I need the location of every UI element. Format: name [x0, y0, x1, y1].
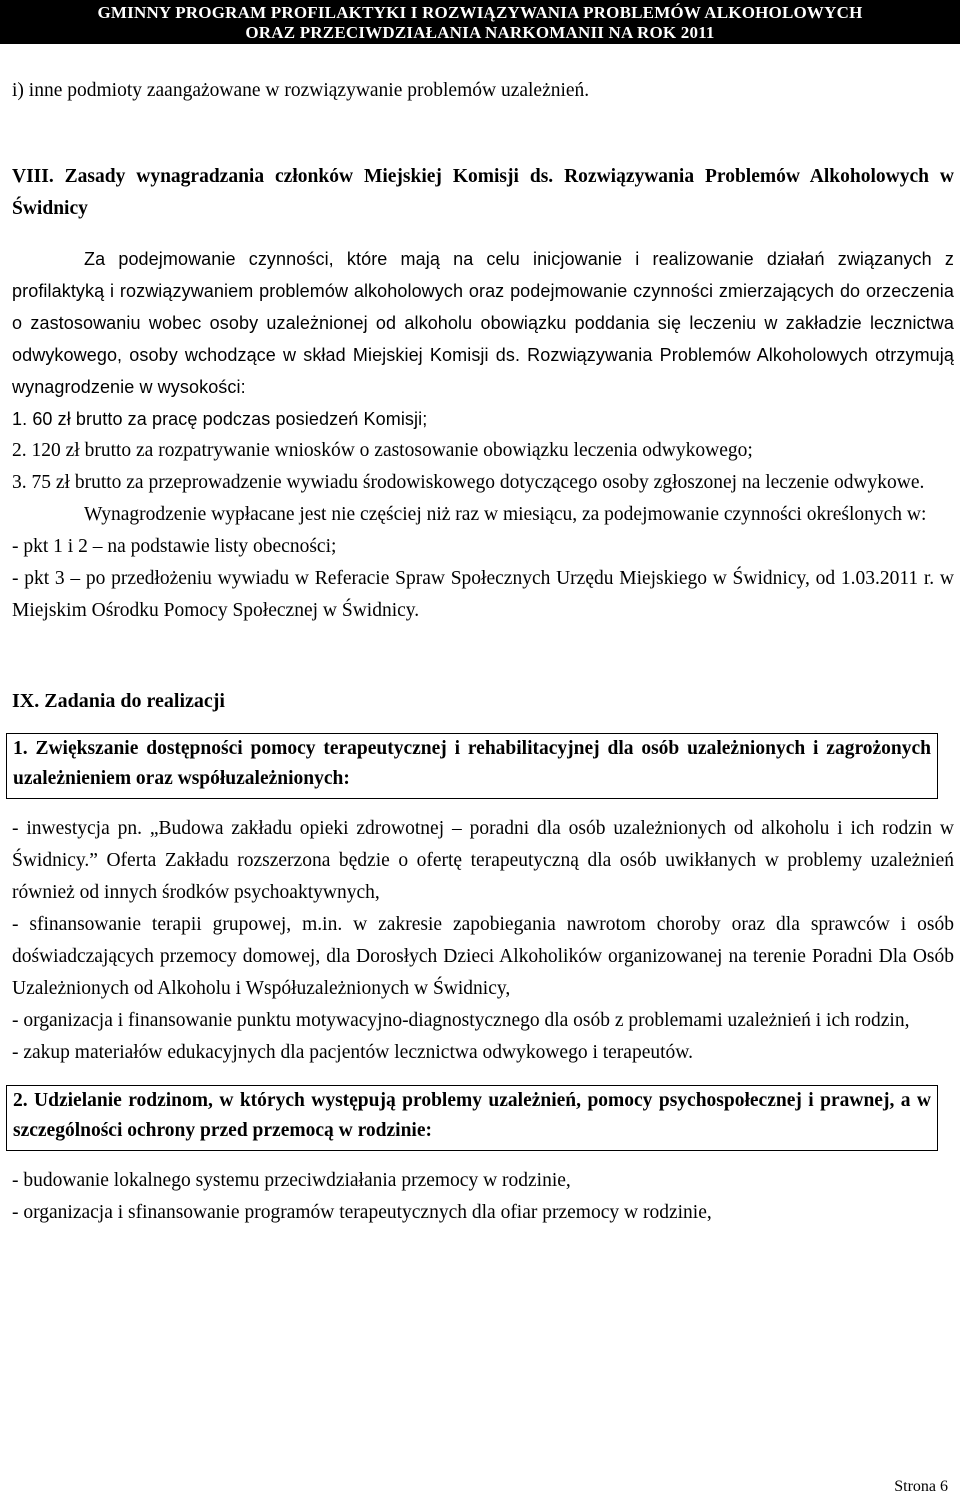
remuneration-item-1: 1. 60 zł brutto za pracę podczas posiedzeń Komisji;: [12, 409, 428, 429]
task-2-item-1: - budowanie lokalnego systemu przeciwdziałania przemocy w rodzinie,: [12, 1170, 571, 1191]
remuneration-item-2: 2. 120 zł brutto za rozpatrywanie wniosków o zastosowanie obowiązku leczenia odwykowego;: [12, 440, 753, 461]
header-title-line2: ORAZ PRZECIWDZIAŁANIA NARKOMANII NA ROK 2011: [245, 23, 715, 42]
section-8-heading: VIII. Zasady wynagradzania członków Miejskiej Komisji ds. Rozwiązywania Problemów Alkoholowych w Świdnicy: [12, 166, 954, 219]
header-title-line1: GMINNY PROGRAM PROFILAKTYKI I ROZWIĄZYWANIA PROBLEMÓW ALKOHOLOWYCH: [97, 3, 863, 22]
section-8-paragraph-2: Wynagrodzenie wypłacane jest nie częściej niż raz w miesiącu, za podejmowanie czynności określonych w:: [84, 504, 927, 525]
task-2-heading-box: 2. Udzielanie rodzinom, w których występują problemy uzależnień, pomocy psychospołecznej i prawnej, a w szczególności ochrony przed przemocą w rodzinie:: [6, 1085, 938, 1151]
page-header: [0, 0, 960, 44]
payment-basis-item-1: - pkt 1 i 2 – na podstawie listy obecności;: [12, 536, 337, 557]
page-number: Strona 6: [894, 1478, 948, 1495]
task-1-item-2: - sfinansowanie terapii grupowej, m.in. w zakresie zapobiegania nawrotom choroby oraz dla sprawców i osób doświadczających przemocy domowej, dla Dorosłych Dzieci Alkoholików organizowanej na terenie Poradni Dla Osób Uzależnionych od Alkoholu i Współuzależnionych w Świdnicy,: [12, 914, 954, 999]
document-body: [12, 75, 954, 1229]
task-1-heading-box: 1. Zwiększanie dostępności pomocy terapeutycznej i rehabilitacyjnej dla osób uzależnionych i zagrożonych uzależnieniem oraz współuzależnionych:: [6, 733, 938, 799]
task-1-item-3: - organizacja i finansowanie punktu motywacyjno-diagnostycznego dla osób z problemami uzależnień i ich rodzin,: [12, 1010, 910, 1031]
payment-basis-item-2: - pkt 3 – po przedłożeniu wywiadu w Referacie Spraw Społecznych Urzędu Miejskiego w Świdnicy, od 1.03.2011 r. w Miejskim Ośrodku Pomocy Społecznej w Świdnicy.: [12, 568, 954, 621]
task-1-item-4: - zakup materiałów edukacyjnych dla pacjentów lecznictwa odwykowego i terapeutów.: [12, 1042, 693, 1063]
task-2-item-2: - organizacja i sfinansowanie programów terapeutycznych dla ofiar przemocy w rodzinie,: [12, 1202, 712, 1223]
section-9-heading: IX. Zadania do realizacji: [12, 690, 225, 712]
section-8-paragraph-1: Za podejmowanie czynności, które mają na celu inicjowanie i realizowanie działań związanych z profilaktyką i rozwiązywaniem problemów alkoholowych oraz podejmowanie czynności zmierzających do orzeczenia o zastosowaniu wobec osoby uzależnionej od alkoholu obowiązku poddania się leczeniu w zakładzie lecznictwa odwykowego, osoby wchodzące w skład Miejskiej Komisji ds. Rozwiązywania Problemów Alkoholowych otrzymują wynagrodzenie w wysokości:: [12, 249, 954, 397]
task-1-item-1: - inwestycja pn. „Budowa zakładu opieki zdrowotnej – poradni dla osób uzależnionych od alkoholu i ich rodzin w Świdnicy.” Oferta Zakładu rozszerzona będzie o ofertę terapeutyczną dla osób uwikłanych w problemy uzależnień również od innych środków psychoaktywnych,: [12, 818, 954, 903]
intro-list-item: i) inne podmioty zaangażowane w rozwiązywanie problemów uzależnień.: [12, 80, 590, 101]
remuneration-item-3: 3. 75 zł brutto za przeprowadzenie wywiadu środowiskowego dotyczącego osoby zgłoszonej na leczenie odwykowe.: [12, 472, 925, 493]
